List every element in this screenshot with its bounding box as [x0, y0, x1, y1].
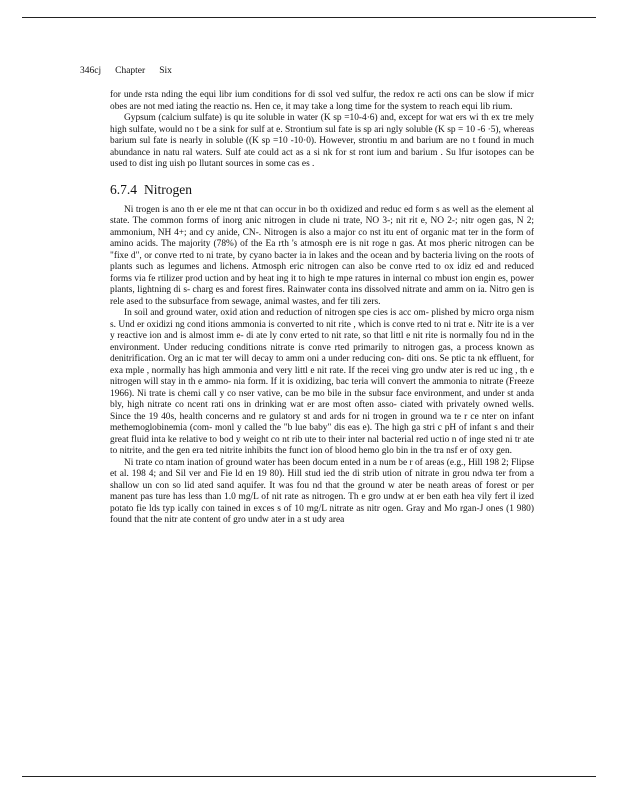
chapter-number: Six	[159, 66, 172, 76]
chapter-label: Chapter	[115, 66, 146, 76]
section-title: Nitrogen	[144, 181, 192, 197]
body-paragraph: Gypsum (calcium sulfate) is qu ite soluble in water (K sp =10-4·6) and, except for wat ers wi th ex tre mely high sulfate, would no t be a sink for sulf at e. Strontium sul fate is sp ari ngly soluble (K sp = 10 -6 ·5), whereas barium sul fate is nearly in soluble ((K sp =10 -10·0). However, strontiu m and barium are no t found in much abundance in natu ral waters. Sulf ate could act as a si nk for st ront ium and barium . Su lfur isotopes can be used to dist ing uish po llutant sources in some cas es .	[110, 113, 534, 169]
body-paragraph: Ni trate co ntam ination of ground water has been docum ented in a num be r of areas (e.g., Hill 198 2; Flipse et al. 198 4; and Sil ver and Fie ld en 19 80). Hill stud ied the di strib ution of nitrate in grou ndwa ter from a shallow un con so lid ated sand aquifer. It was fou nd that the ground w ater be neath areas of forest or per manent pas ture has less than 1.0 mg/L of nit rate as nitrogen. Th e gro undw at er ben eath hea vily fert il ized potato fie lds typ ically con tained in exces s of 10 mg/L nitrate as nitr ogen. Gray and Mo rgan-J ones (1 980) found that the nitr ate content of gro undw ater in a st udy area	[110, 457, 534, 525]
body-paragraph: Ni trogen is ano th er ele me nt that can occur in bo th oxidized and reduc ed form s as well as the element al state. The common forms of inorg anic nitrogen in clude ni trate, NO 3-; nit rit e, NO 2-; nitr ogen gas, N 2; ammonium, NH 4+; and cy anide, CN-. Nitrogen is also a major co nst itu ent of organic mat ter in the form of amino acids. The majority (78%) of the Ea rth 's atmosph ere is nit roge n gas. At mos pheric nitrogen can be "fixe d", or conve rted to ni trate, by cyano bacter ia in lakes and the ocean and by bacteria living on the roots of plants such as legumes and lichens. Atmosph eric nitrogen can also be conve rted to ox idiz ed and reduced forms via fe rtilizer prod uction and by heat ing it to high te mpe ratures in internal co mbust ion engin es, power plants, lightning di s- charg es and forest fires. Rainwater conta ins dissolved nitrate and amm on ia. Nitro gen is rele ased to the subsurface from sewage, animal wastes, and fer tili zers.	[110, 204, 534, 307]
bottom-rule	[22, 776, 596, 777]
page-number: 346cj	[80, 66, 102, 76]
body-paragraph: for unde rsta nding the equi libr ium conditions for di ssol ved sulfur, the redox re acti ons can be slow if micr obes are not med iating the reactio ns. Hen ce, it may take a long time for the system to reach equi lib rium.	[110, 90, 534, 112]
section-number: 6.7.4	[110, 181, 137, 197]
section-heading	[110, 182, 534, 198]
body-paragraph: In soil and ground water, oxid ation and reduction of nitrogen spe cies is acc om- plished by micro orga nism s. Und er oxidizi ng cond itions ammonia is converted to nit rite , which is conve rted to ni trat e. Nitr ite is a ver y reactive ion and is almost imm e- di ate ly conv erted to nit rate, so that littl e nit rite is normally fou nd in the environment. Under reducing conditions nitrate is conve rted primarily to nitrogen gas, a process known as denitrification. Org an ic mat ter will decay to amm oni a under reducing con- diti ons. Se ptic ta nk effluent, for exa mple , normally has high ammonia and very littl e nit rate. If the recei ving gro undw ater is red uc ing , th e nitrogen will stay in th e ammo- nia form. If it is oxidizing, bac teria will convert the ammonia to nitrate (Freeze 1966). Ni trate is chemi call y co nser vative, can be mo bile in the subsur face environment, and under st anda bly, high nitrate co ncent rati ons in drinking wat er are most often asso- ciated with privately owned wells. Since the 19 40s, health concerns and re gulatory st and ards for ni trogen in ground wa te r ce nter on infant methemoglobinemia (com- monl y called the "b lue baby" dis eas e). The high ga stri c pH of infant s and their great fluid inta ke relative to bod y weight co nt rib ute to their inter nal bacterial red uctio n of inge sted ni tr ate to nitrite, and the gen era ted nitrite inhibits the funct ion of blood hemo glo bin in the tra nsf er of oxy gen.	[110, 308, 534, 456]
running-head	[80, 66, 186, 76]
page-body	[110, 90, 534, 527]
top-rule	[22, 17, 596, 18]
